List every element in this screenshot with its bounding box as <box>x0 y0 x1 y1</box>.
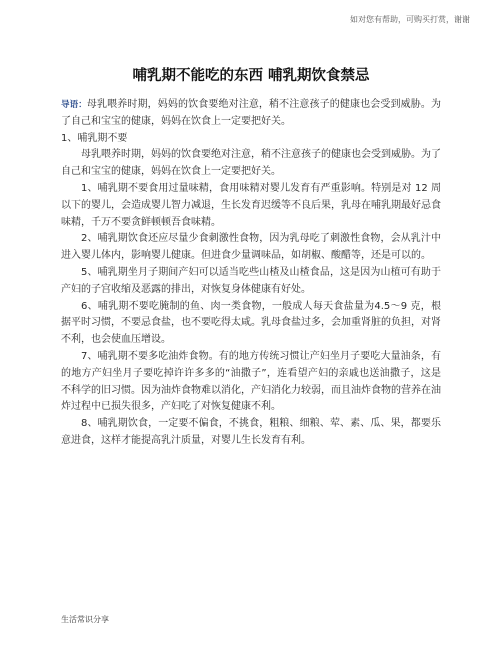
page-title: 哺乳期不能吃的东西 哺乳期饮食禁忌 <box>132 68 370 84</box>
article-body <box>61 97 441 450</box>
paragraph-item-8: 8、哺乳期饮食，一定要不偏食，不挑食，粗粮、细粮、荤、素、瓜、果，都要乐意进食，这样才能提高乳汁质量，对婴儿生长发育有利。 <box>61 418 441 446</box>
footer-note: 生活常识分享 <box>61 615 109 624</box>
section-heading: 1、哺乳期不要 <box>61 132 128 144</box>
paragraph-item-2: 2、哺乳期饮食还应尽量少食刺激性食物，因为乳母吃了刺激性食物，会从乳汁中进入婴儿体内，影响婴儿健康。但进食少量调味品，如胡椒、酸醋等，还是可以的。 <box>61 233 441 262</box>
lead-label: 导语： <box>61 100 87 110</box>
paragraph-intro: 母乳喂养时期，妈妈的饮食要绝对注意，稍不注意孩子的健康也会受到威胁。为了自己和宝宝的健康，妈妈在饮食上一定要把好关。 <box>61 149 441 178</box>
paragraph-item-6: 6、哺乳期不要吃腌制的鱼、肉一类食物，一般成人每天食盐量为4.5～9 克，根据平时习惯，不要忌食盐，也不要吃得太咸。乳母食盐过多，会加重肾脏的负担，对肾不利，也会使血压增设。 <box>61 300 441 346</box>
paragraph-item-5: 5、哺乳期坐月子期间产妇可以适当吃些山楂及山楂食品，这是因为山植可有助于产妇的子宫收缩及恶露的排出，对恢复身体健康有好处。 <box>61 266 441 295</box>
header-note: 如对您有帮助，可购买打赏，谢谢 <box>350 15 470 24</box>
paragraph-item-1: 1、哺乳期不要食用过量味精，食用味精对婴儿发育有严重影响。特别是对 12 周以下的婴儿，会造成婴儿智力减退，生长发育迟缓等不良后果，乳母在哺乳期最好忌食味精，千万不要贪鲜顿顿吾食味精。 <box>61 182 441 228</box>
lead-text: 母乳喂养时期，妈妈的饮食要绝对注意，稍不注意孩子的健康也会受到威胁。为了自己和宝宝的健康，妈妈在饮食上一定要把好关。 <box>61 99 441 127</box>
paragraph-item-7: 7、哺乳期不要多吃油炸食物。有的地方传统习惯让产妇坐月子要吃大量油条，有的地方产妇坐月子要吃掉许许多多的“油撒子”，连看望产妇的亲戚也送油撒子，这是不科学的旧习惯。因为油炸食物难以消化，产妇消化力较弱，而且油炸食物的营养在油炸过程中已损失很多，产妇吃了对恢复健康不利。 <box>61 350 441 413</box>
lead-paragraph <box>61 97 441 131</box>
